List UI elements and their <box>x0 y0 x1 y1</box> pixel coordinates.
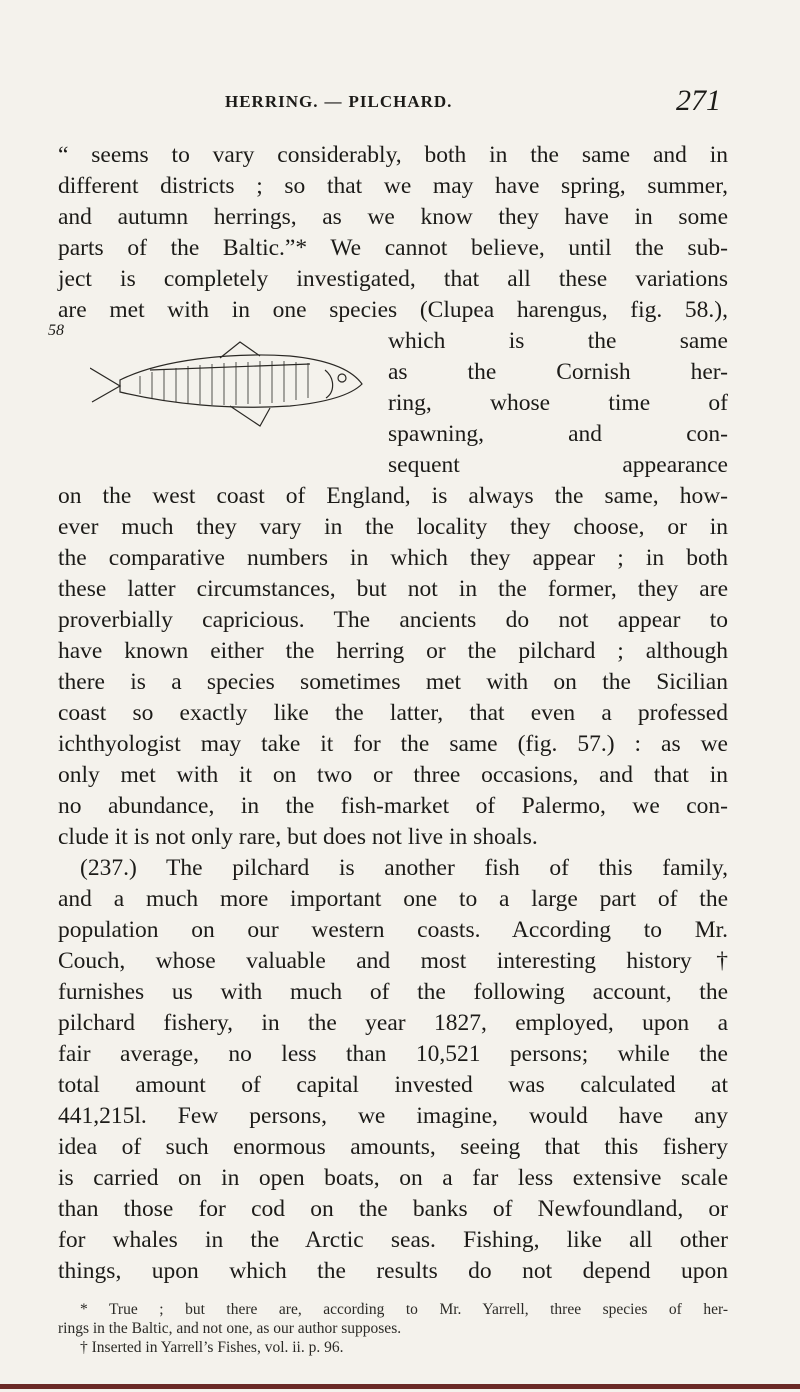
body-line-10: spawning, and con- <box>388 421 728 447</box>
page-edge-rule <box>0 1384 800 1389</box>
running-head-dash: — <box>324 92 343 111</box>
body-line-15: these latter circumstances, but not in the former, they are <box>58 576 728 602</box>
running-head-right: PILCHARD. <box>348 92 453 111</box>
body-line-30: fair average, no less than 10,521 persons; while the <box>58 1041 728 1067</box>
body-line-24: (237.) The pilchard is another fish of this family, <box>80 855 728 881</box>
body-line-7: which is the same <box>388 328 728 354</box>
body-line-17: have known either the herring or the pilchard ; although <box>58 638 728 664</box>
body-line-18: there is a species sometimes met with on the Sicilian <box>58 669 728 695</box>
body-line-11: sequent appearance <box>388 452 728 478</box>
running-head-left: HERRING. <box>225 92 319 111</box>
body-line-37: things, upon which the results do not depend upon <box>58 1258 728 1284</box>
body-line-8: as the Cornish her- <box>388 359 728 385</box>
body-line-32: 441,215l. Few persons, we imagine, would have any <box>58 1103 728 1129</box>
body-line-21: only met with it on two or three occasions, and that in <box>58 762 728 788</box>
page-number: 271 <box>676 84 721 117</box>
body-line-14: the comparative numbers in which they appear ; in both <box>58 545 728 571</box>
footnote-1-continued: rings in the Baltic, and not one, as our author supposes. <box>58 1320 402 1337</box>
footnote-1: * True ; but there are, according to Mr. Yarrell, three species of her- <box>80 1301 728 1318</box>
running-head <box>225 92 555 112</box>
body-line-1: “ seems to vary considerably, both in the same and in <box>58 142 728 168</box>
body-line-12: on the west coast of England, is always the same, how- <box>58 483 728 509</box>
body-line-31: total amount of capital invested was calculated at <box>58 1072 728 1098</box>
body-line-19: coast so exactly like the latter, that even a professed <box>58 700 728 726</box>
body-line-33: idea of such enormous amounts, seeing that this fishery <box>58 1134 728 1160</box>
body-line-27: Couch, whose valuable and most interesting history† <box>58 948 728 974</box>
body-line-29: pilchard fishery, in the year 1827, employed, upon a <box>58 1010 728 1036</box>
body-line-6: are met with in one species (Clupea harengus, fig. 58.), <box>58 297 728 323</box>
figure-label: 58 <box>48 322 64 339</box>
body-line-35: than those for cod on the banks of Newfoundland, or <box>58 1196 728 1222</box>
body-line-25: and a much more important one to a large part of the <box>58 886 728 912</box>
body-line-3: and autumn herrings, as we know they have in some <box>58 204 728 230</box>
body-line-28: furnishes us with much of the following account, the <box>58 979 728 1005</box>
body-line-2: different districts ; so that we may have spring, summer, <box>58 173 728 199</box>
body-line-9: ring, whose time of <box>388 390 728 416</box>
body-line-16: proverbially capricious. The ancients do not appear to <box>58 607 728 633</box>
herring-figure <box>90 330 370 442</box>
body-line-22: no abundance, in the fish-market of Palermo, we con- <box>58 793 728 819</box>
body-line-13: ever much they vary in the locality they choose, or in <box>58 514 728 540</box>
footnote-2: † Inserted in Yarrell’s Fishes, vol. ii. p. 96. <box>80 1339 344 1356</box>
body-line-36: for whales in the Arctic seas. Fishing, like all other <box>58 1227 728 1253</box>
body-line-23: clude it is not only rare, but does not live in shoals. <box>58 824 538 850</box>
body-line-5: ject is completely investigated, that all these variations <box>58 266 728 292</box>
body-line-26: population on our western coasts. According to Mr. <box>58 917 728 943</box>
body-line-34: is carried on in open boats, on a far less extensive scale <box>58 1165 728 1191</box>
body-line-20: ichthyologist may take it for the same (fig. 57.) : as we <box>58 731 728 757</box>
body-line-4: parts of the Baltic.”* We cannot believe, until the sub- <box>58 235 728 261</box>
